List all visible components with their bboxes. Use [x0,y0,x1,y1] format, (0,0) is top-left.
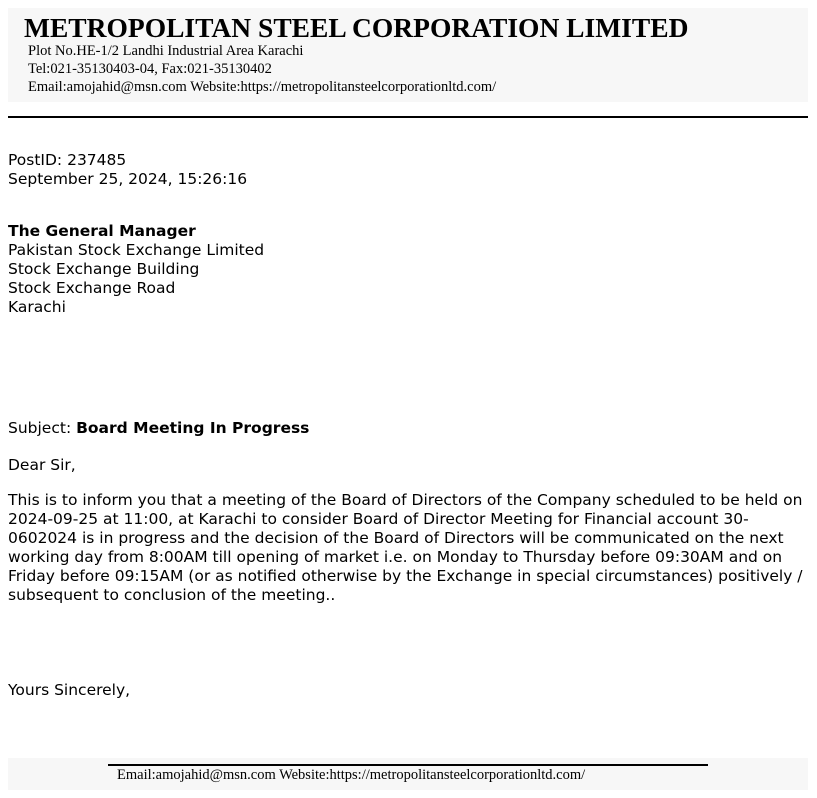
footer [8,758,808,790]
subject-label: Subject: [8,419,77,437]
post-id: PostID: 237485 [8,151,127,169]
salutation: Dear Sir, [8,456,76,474]
footer-divider [108,764,708,766]
letterhead [8,8,808,102]
recipient-line: Stock Exchange Road [8,279,176,297]
footer-email-website: Email:amojahid@msn.com Website:https://metropolitansteelcorporationltd.com/ [117,767,586,783]
company-email-website: Email:amojahid@msn.com Website:https://metropolitansteelcorporationltd.com/ [28,79,497,95]
company-address: Plot No.HE-1/2 Landhi Industrial Area Karachi [28,43,304,59]
subject-line [8,419,309,438]
post-date: September 25, 2024, 15:26:16 [8,170,248,188]
closing: Yours Sincerely, [8,681,131,699]
company-name: METROPOLITAN STEEL CORPORATION LIMITED [24,12,689,43]
recipient-line: Karachi [8,298,66,316]
letter-body: This is to inform you that a meeting of the Board of Directors of the Company scheduled to be held on 2024-09-25 at 11:00, at Karachi to consider Board of Director Meeting for Financial account 30-0602024 is in progress and the decision of the Board of Directors will be communicated on the next working day from 8:00AM till opening of market i.e. on Monday to Thursday before 09:30AM and on Friday before 09:15AM (or as notified otherwise by the Exchange in special circumstances) positively / subsequent to conclusion of the meeting.. [8,491,803,604]
company-phone-fax: Tel:021-35130403-04, Fax:021-35130402 [28,61,272,77]
header-divider [8,116,808,118]
recipient-title: The General Manager [8,222,196,240]
recipient-line: Pakistan Stock Exchange Limited [8,241,265,259]
subject-text: Board Meeting In Progress [76,419,310,437]
recipient-line: Stock Exchange Building [8,260,200,278]
